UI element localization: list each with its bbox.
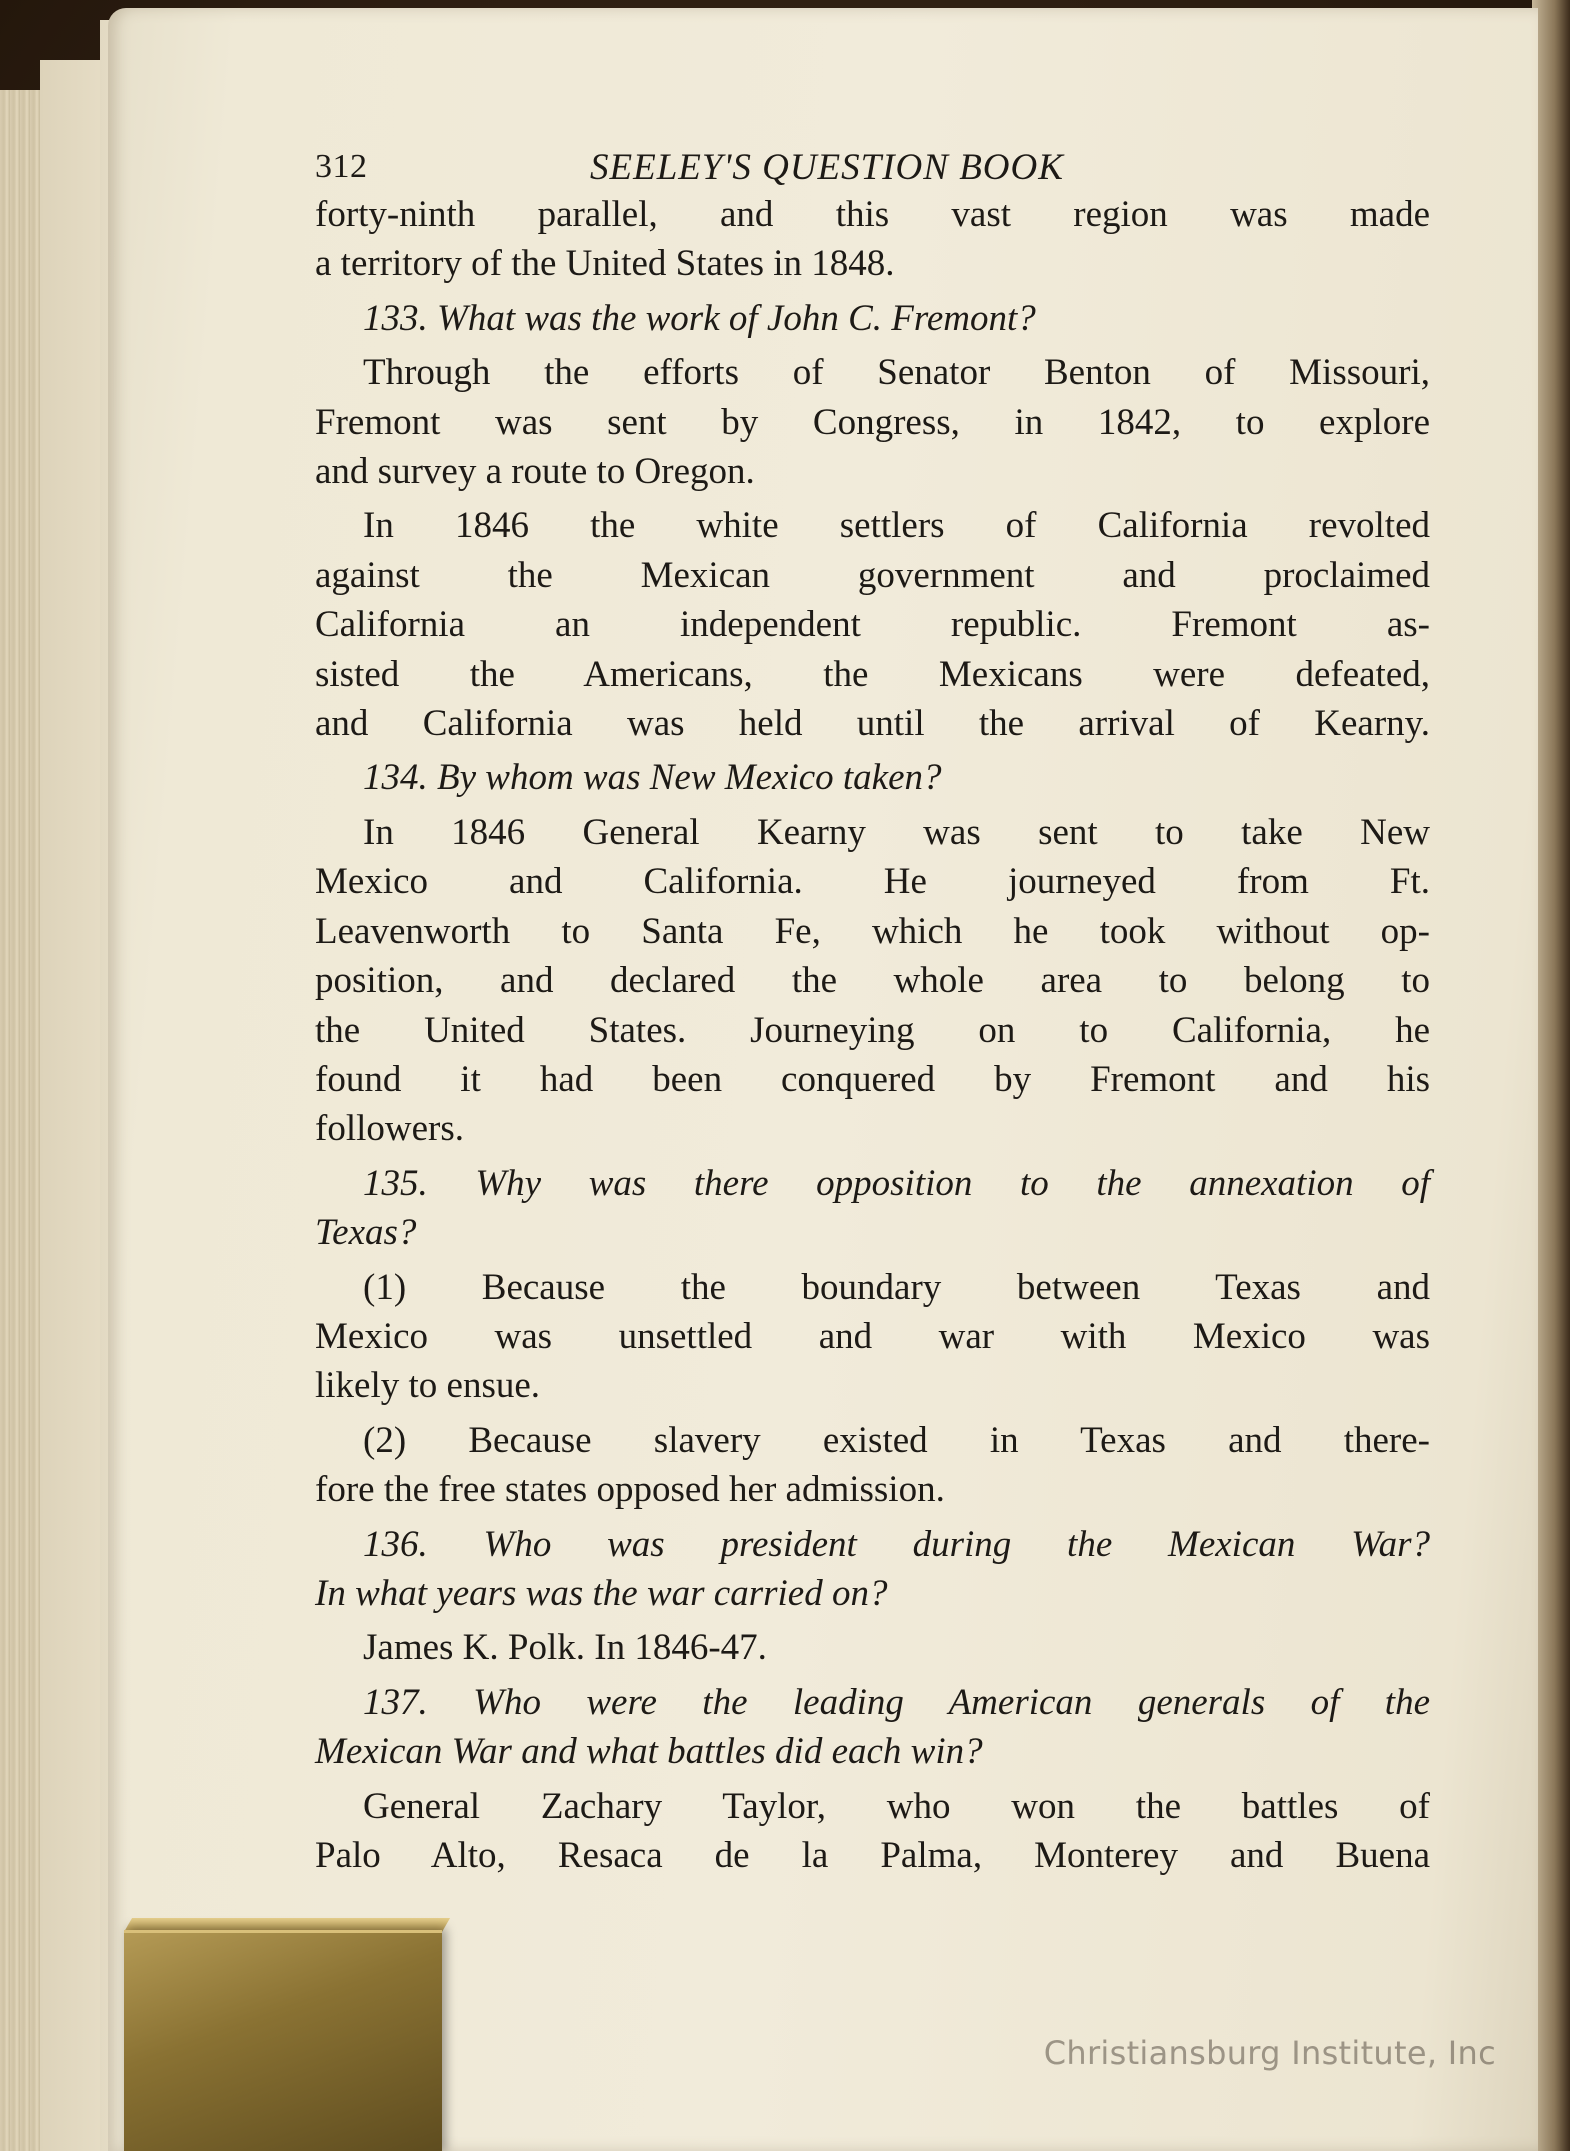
text-line: Leavenworth to Santa Fe, which he took without op- (315, 910, 1430, 952)
text-line: California an independent republic. Fremont as- (315, 604, 1430, 646)
text-line: James K. Polk. In 1846-47. (363, 1627, 767, 1669)
text-line: the United States. Journeying on to California, he (315, 1009, 1430, 1051)
watermark: Christiansburg Institute, Inc (1043, 2034, 1496, 2072)
brass-clip (124, 1930, 442, 2151)
text-line: In 1846 the white settlers of California revolted (363, 505, 1430, 547)
text-line: Fremont was sent by Congress, in 1842, to explore (315, 401, 1430, 443)
text-line: a territory of the United States in 1848. (315, 243, 895, 285)
text-line: found it had been conquered by Fremont and his (315, 1058, 1430, 1100)
text-line: likely to ensue. (315, 1365, 541, 1407)
text-line: position, and declared the whole area to belong to (315, 960, 1430, 1002)
text-line: In 1846 General Kearny was sent to take New (363, 811, 1430, 853)
text-line: (2) Because slavery existed in Texas and there- (363, 1419, 1430, 1461)
text-line: (1) Because the boundary between Texas and (363, 1266, 1430, 1308)
text-line: followers. (315, 1108, 464, 1150)
question-133: 133. What was the work of John C. Fremont? (363, 297, 1036, 339)
question-134: 134. By whom was New Mexico taken? (363, 757, 942, 799)
running-head-title: SEELEY'S QUESTION BOOK (590, 147, 1064, 188)
question-135: 135. Why was there opposition to the annexation of (363, 1162, 1430, 1204)
text-line: Palo Alto, Resaca de la Palma, Monterey and Buena (315, 1835, 1430, 1876)
text-line: Through the efforts of Senator Benton of Missouri, (363, 352, 1430, 394)
text-line: Mexico and California. He journeyed from Ft. (315, 861, 1430, 903)
question-137-cont: Mexican War and what battles did each win? (315, 1731, 983, 1773)
question-137: 137. Who were the leading American generals of the (363, 1681, 1430, 1723)
text-line: Mexico was unsettled and war with Mexico was (315, 1315, 1430, 1357)
text-line: General Zachary Taylor, who won the battles of (363, 1785, 1430, 1827)
text-line: fore the free states opposed her admission. (315, 1469, 945, 1511)
text-line: sisted the Americans, the Mexicans were defeated, (315, 653, 1430, 695)
question-135-cont: Texas? (315, 1212, 417, 1254)
page-number: 312 (315, 148, 368, 185)
text-line: against the Mexican government and proclaimed (315, 554, 1430, 596)
text-line: and survey a route to Oregon. (315, 451, 755, 493)
question-136: 136. Who was president during the Mexican War? (363, 1523, 1430, 1565)
running-head (315, 140, 1430, 190)
text-line: forty-ninth parallel, and this vast region was made (315, 194, 1430, 235)
text-line: and California was held until the arrival of Kearny. (315, 703, 1430, 745)
question-136-cont: In what years was the war carried on? (315, 1572, 888, 1614)
page-text (315, 140, 1430, 1880)
